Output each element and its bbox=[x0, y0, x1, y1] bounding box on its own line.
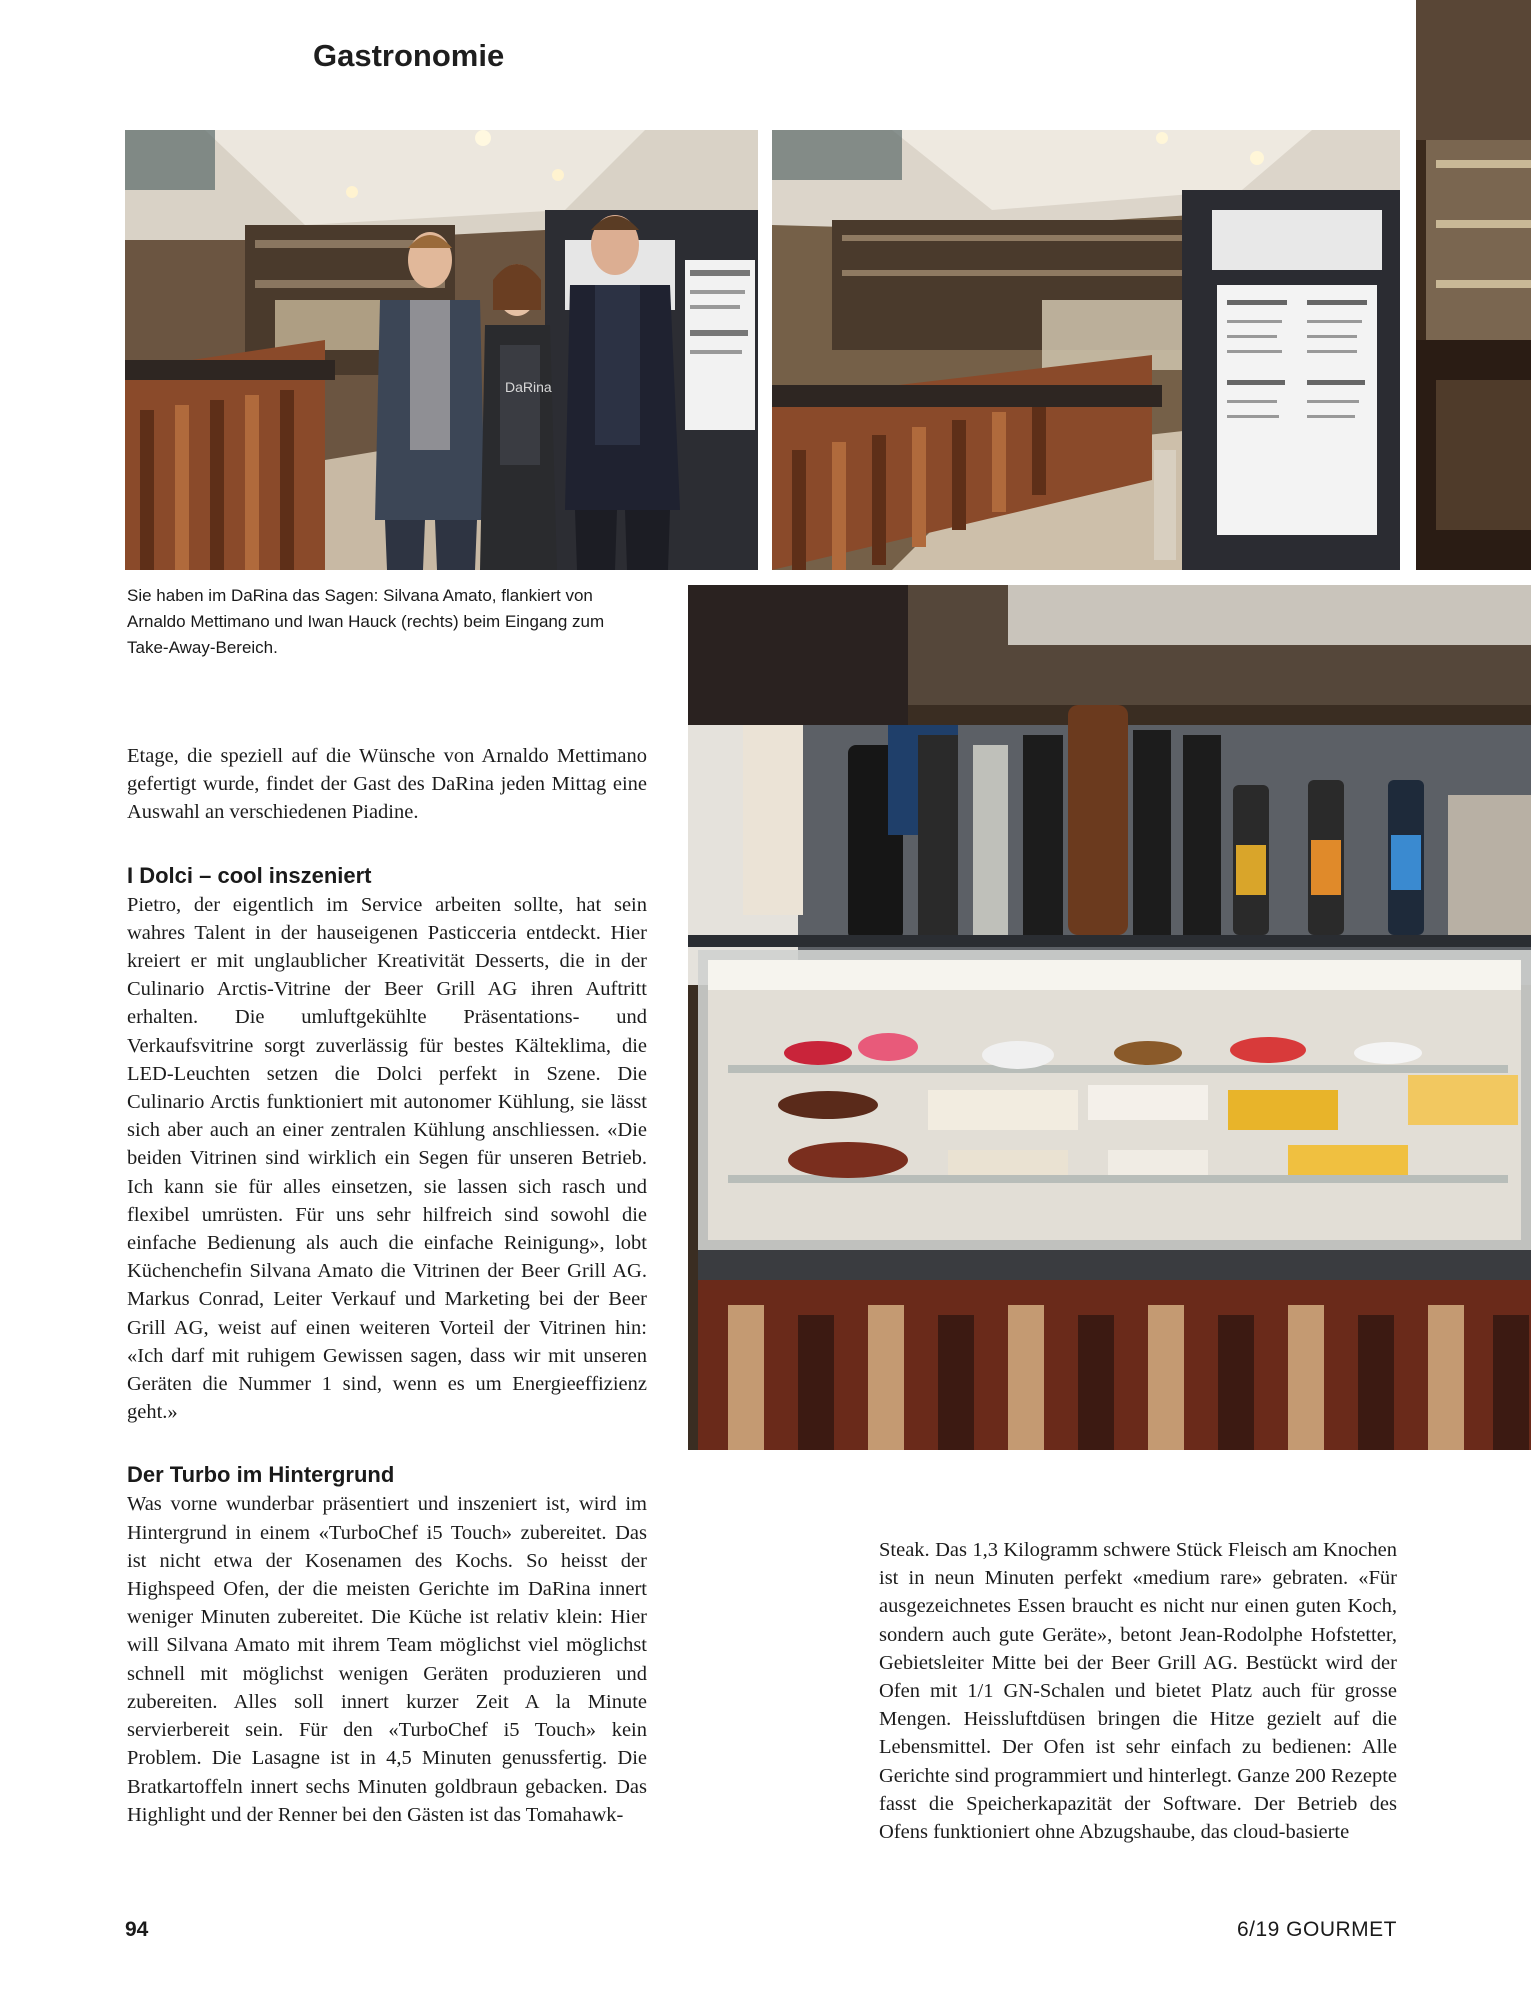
heading-turbo: Der Turbo im Hintergrund bbox=[127, 1462, 395, 1488]
section-label: Gastronomie bbox=[313, 38, 505, 73]
photo-vitrine bbox=[688, 585, 1531, 1450]
photo-interior bbox=[772, 130, 1400, 570]
heading-dolci: I Dolci – cool inszeniert bbox=[127, 862, 372, 888]
paragraph-continuation: Steak. Das 1,3 Kilogramm schwere Stück Fleisch am Knochen ist in neun Minuten perfekt «medium rare» gebraten. «Für ausgezeichnetes Essen braucht es nicht nur einen guten Koch, sondern auch gute Geräte», betont Jean-Rodolphe Hofstetter, Gebietsleiter Mitte bei der Beer Grill AG. Bestückt wird der Ofen mit 1/1 GN-Schalen und bietet Platz auch für grosse Mengen. Heissluftdüsen bringen die Hitze gezielt auf die Lebensmittel. Der Ofen ist sehr einfach zu bedienen: Alle Gerichte sind programmiert und hinterlegt. Ganze 200 Rezepte fasst die Speicherkapazität der Software. Der Betrieb des Ofens funktioniert ohne Abzugshaube, das cloud-basierte bbox=[879, 1539, 1397, 1844]
photo-caption: Sie haben im DaRina das Sagen: Silvana Amato, flankiert von Arnaldo Mettimano und Iwan Hauck (rechts) beim Eingang zum Take-Away-Bereich. bbox=[127, 586, 605, 657]
issue-label: 6/19 GOURMET bbox=[1236, 1918, 1397, 1941]
apron-logo: DaRina bbox=[505, 379, 552, 395]
photo-edge bbox=[1416, 0, 1531, 570]
intro-paragraph: Etage, die speziell auf die Wünsche von Arnaldo Mettimano gefertigt wurde, findet der Gast des DaRina jeden Mittag eine Auswahl an verschiedenen Piadine. bbox=[127, 745, 647, 824]
article-column-left bbox=[127, 742, 647, 1829]
paragraph-dolci: Pietro, der eigentlich im Service arbeiten sollte, hat sein wahres Talent in der hauseigenen Pasticceria entdeckt. Hier kreiert er mit unglaublicher Kreativität Desserts, die in der Culinario Arctis-Vitrine der Beer Grill AG ihren Auftritt erhalten. Die umluftgekühlte Präsentations- und Verkaufsvitrine sorgt zuverlässig für bestes Kälteklima, die LED-Leuchten setzen die Dolci perfekt in Szene. Die Culinario Arctis funktioniert mit autonomer Kühlung, sie lässt sich aber auch an einer zentralen Kühlung anschliessen. «Die beiden Vitrinen sind wirklich ein Segen für unseren Betrieb. Ich kann sie für alles einsetzen, sie lassen sich rasch und flexibel umrüsten. Für uns sehr hilfreich sind sowohl die einfache Bedienung als auch die einfache Reinigung», lobt Küchenchefin Silvana Amato die Vitrinen der Beer Grill AG. Markus Conrad, Leiter Verkauf und Marketing bei der Beer Grill AG, weist auf einen weiteren Vorteil der Vitrinen hin: «Ich darf mit ruhigem Gewissen sagen, dass wir mit unseren Geräten die Nummer 1 sind, wenn es um Energieeffizienz geht.» bbox=[127, 893, 647, 1424]
article-column-right bbox=[879, 1536, 1397, 1846]
photo-team-entrance bbox=[125, 130, 758, 570]
page-number: 94 bbox=[125, 1918, 149, 1941]
paragraph-turbo: Was vorne wunderbar präsentiert und inszeniert ist, wird im Hintergrund in einem «TurboChef i5 Touch» zubereitet. Das ist nicht etwa der Kosenamen des Kochs. So heisst der Highspeed Ofen, der die meisten Gerichte im DaRina innert weniger Minuten zubereitet. Die Küche ist relativ klein: Hier will Silvana Amato mit ihrem Team möglichst viel möglichst schnell mit möglichst wenigen Geräten produzieren und zubereiten. Alles soll innert kurzer Zeit A la Minute servierbereit sein. Für den «TurboChef i5 Touch» kein Problem. Die Lasagne ist in 4,5 Minuten genussfertig. Die Bratkartoffeln innert sechs Minuten goldbraun gebacken. Das Highlight und der Renner bei den Gästen ist das Tomahawk- bbox=[127, 1493, 647, 1826]
